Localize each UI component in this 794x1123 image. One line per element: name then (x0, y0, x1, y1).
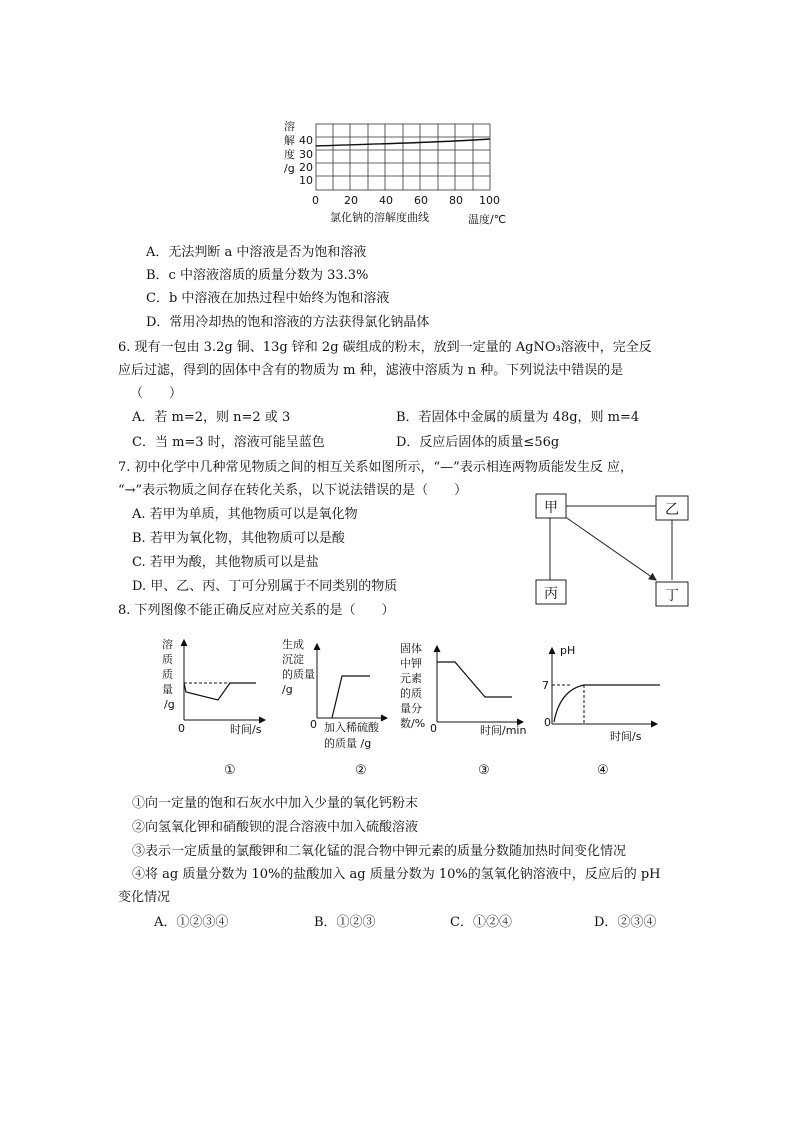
xtick-label: 100 (479, 194, 500, 207)
label-jia: 甲 (544, 500, 558, 516)
graph-number-3: ③ (478, 763, 490, 778)
q5-option-d: D．常用冷却热的饱和溶液的方法获得氯化钠晶体 (146, 315, 430, 330)
q8-stem: 8. 下列图像不能正确反应对应关系的是（ ） (118, 603, 395, 618)
graph-number-2: ② (355, 763, 367, 778)
q5-option-a: A．无法判断 a 中溶液是否为饱和溶液 (146, 245, 367, 260)
g3-ylabel: 数/% (400, 717, 426, 730)
g3-ylabel: 元素 (400, 672, 422, 685)
g1-xlabel: 时间/s (230, 723, 262, 736)
g1-curve (184, 683, 256, 700)
solubility-chart (280, 118, 520, 226)
q6-option-c: C．当 m=3 时，溶液可能呈蓝色 (132, 435, 325, 450)
ylabel-char: 溶 (284, 120, 295, 133)
q5-option-c: C．b 中溶液在加热过程中始终为饱和溶液 (146, 291, 390, 306)
g4-origin: 0 (544, 716, 551, 729)
xtick-label: 80 (449, 194, 463, 207)
g3-xlabel: 时间/min (480, 724, 527, 737)
q7-relationship-diagram (534, 492, 694, 608)
g3-ylabel: 的质 (400, 687, 422, 700)
g2-ylabel: 的质量 (282, 668, 315, 681)
q7-stem-line2: “→”表示物质之间存在转化关系，以下说法错误的是（ ） (118, 483, 468, 498)
g4-seven: 7 (542, 679, 549, 692)
q8-answer-d: D．②③④ (594, 915, 657, 930)
q7-stem-line1: 7. 初中化学中几种常见物质之间的相互关系如图所示，“—”表示相连两物质能发生反 应， (118, 460, 633, 475)
ylabel-char: 度 (284, 148, 295, 161)
g2-xlabel: 的质量 /g (324, 737, 372, 750)
g3-ylabel: 中钾 (400, 657, 422, 670)
g4-curve (554, 685, 660, 722)
q7-option-d: D. 甲、乙、丙、丁可分别属于不同类别的物质 (132, 579, 398, 594)
arrow-jia-ding (564, 516, 656, 580)
g2-curve (332, 676, 370, 718)
xtick-label: 60 (414, 194, 428, 207)
g1-ylabel: 质 (162, 653, 173, 666)
q7-option-a: A. 若甲为单质，其他物质可以是氧化物 (132, 507, 358, 522)
q8-answer-b: B．①②③ (314, 915, 376, 930)
g1-ylabel: 溶 (162, 638, 173, 651)
label-bing: 丙 (544, 586, 558, 602)
q8-graph-2 (280, 636, 390, 752)
q8-statement-2: ②向氢氧化钾和硝酸钡的混合溶液中加入硫酸溶液 (132, 820, 419, 835)
label-ding: 丁 (665, 588, 679, 604)
ylabel-char: 解 (284, 134, 295, 147)
g4-xlabel: 时间/s (610, 730, 642, 743)
graph-number-4: ④ (597, 763, 609, 778)
g3-origin: 0 (430, 722, 437, 735)
g3-curve (437, 662, 512, 697)
xtick-label: 0 (312, 194, 319, 207)
q8-graph-4 (538, 640, 668, 744)
q8-answer-a: A．①②③④ (154, 915, 229, 930)
chart-caption: 氯化钠的溶解度曲线 (330, 211, 429, 224)
g2-ylabel: 生成 (282, 638, 304, 651)
q6-option-d: D．反应后固体的质量≤56g (396, 435, 560, 450)
xtick-label: 20 (344, 194, 358, 207)
label-yi: 乙 (665, 502, 679, 518)
g1-ylabel: /g (164, 698, 175, 711)
q7-option-b: B. 若甲为氧化物，其他物质可以是酸 (132, 531, 345, 546)
g1-origin: 0 (178, 722, 185, 735)
g2-ylabel: 沉淀 (282, 653, 304, 666)
g4-ylabel: pH (560, 644, 576, 657)
q5-option-b: B．c 中溶液溶质的质量分数为 33.3% (146, 268, 369, 283)
q8-graph-1 (160, 636, 270, 740)
g3-ylabel: 固体 (400, 642, 422, 655)
q7-option-c: C. 若甲为酸，其他物质可以是盐 (132, 555, 319, 570)
q8-statement-3: ③表示一定质量的氯酸钾和二氧化锰的混合物中钾元素的质量分数随加热时间变化情况 (132, 844, 627, 859)
g2-xlabel: 加入稀硫酸 (324, 721, 379, 734)
g1-ylabel: 量 (162, 683, 173, 696)
ytick-label: 20 (299, 161, 313, 174)
ytick-label: 40 (299, 134, 313, 147)
q8-statement-4-cont: 变化情况 (118, 890, 171, 905)
g2-ylabel: /g (282, 683, 293, 696)
q8-answer-c: C．①②④ (450, 915, 512, 930)
q6-answer-paren: （ ） (130, 386, 183, 401)
q6-option-a: A．若 m=2，则 n=2 或 3 (132, 410, 291, 425)
xtick-label: 40 (379, 194, 393, 207)
ytick-label: 30 (299, 148, 313, 161)
q8-graph-3 (400, 640, 540, 738)
g1-ylabel: 质 (162, 668, 173, 681)
x-axis-label: 温度/℃ (468, 213, 507, 226)
graph-number-1: ① (224, 763, 236, 778)
ytick-label: 10 (299, 174, 313, 187)
q6-stem-line1: 6. 现有一包由 3.2g 铜、13g 锌和 2g 碳组成的粉末，放到一定量的 AgNO₃溶液中，完全反 (118, 340, 652, 355)
q8-statement-1: ①向一定量的饱和石灰水中加入少量的氧化钙粉末 (132, 796, 419, 811)
q6-option-b: B．若固体中金属的质量为 48g，则 m=4 (396, 410, 640, 425)
ylabel-char: /g (284, 162, 295, 175)
q6-stem-line2: 应后过滤，得到的固体中含有的物质为 m 种，滤液中溶质为 n 种。下列说法中错误的是 (118, 363, 624, 378)
g3-ylabel: 量分 (400, 702, 422, 715)
g2-origin: 0 (310, 718, 317, 731)
q8-statement-4: ④将 ag 质量分数为 10%的盐酸加入 ag 质量分数为 10%的氢氧化钠溶液中，反应后的 pH (132, 867, 661, 882)
